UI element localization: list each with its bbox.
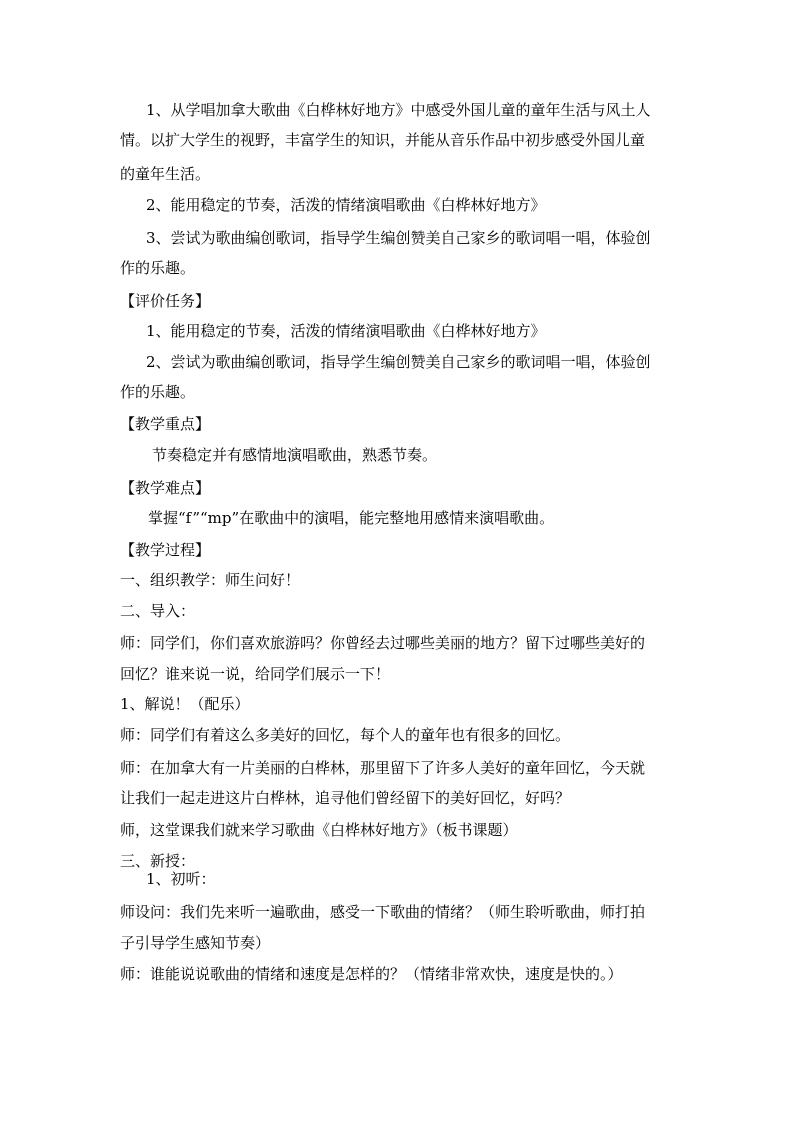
section-heading-evaluation: 【评价任务】 [120, 292, 211, 310]
teacher-question-line-1: 师：同学们，你们喜欢旅游吗？你曾经去过哪些美丽的地方？留下过哪些美好的 [120, 634, 646, 652]
difficulties-text: 掌握“f”“mp”在歌曲中的演唱，能完整地用感情来演唱歌曲。 [148, 509, 555, 527]
step-new-teaching: 三、新授： [120, 852, 196, 870]
teacher-prompt-line-1: 师设问：我们先来听一遍歌曲，感受一下歌曲的情绪？（师生聆听歌曲，师打拍 [120, 903, 646, 921]
first-listening: 1、初听： [146, 870, 216, 888]
teacher-canada-line-1: 师：在加拿大有一片美丽的白桦林，那里留下了许多人美好的童年回忆，今天就 [120, 759, 646, 777]
teacher-mood-question: 师：谁能说说歌曲的情绪和速度是怎样的？（情绪非常欢快，速度是快的。） [120, 965, 623, 983]
evaluation-2-line-2: 作的乐趣。 [120, 383, 196, 401]
section-heading-difficulties: 【教学难点】 [120, 479, 211, 497]
objective-2: 2、能用稳定的节奏，活泼的情绪演唱歌曲《白桦林好地方》 [146, 196, 546, 214]
objective-1-line-1: 1、从学唱加拿大歌曲《白桦林好地方》中感受外国儿童的童年生活与风土人 [146, 101, 651, 119]
teacher-prompt-line-2: 子引导学生感知节奏） [120, 934, 271, 952]
teacher-memories: 师：同学们有着这么多美好的回忆，每个人的童年也有很多的回忆。 [120, 726, 571, 744]
narration-step: 1、解说！（配乐） [120, 695, 250, 713]
objective-3-line-2: 作的乐趣。 [120, 259, 196, 277]
step-intro: 二、导入： [120, 602, 196, 620]
teacher-question-line-2: 回忆？谁来说一说，给同学们展示一下！ [120, 665, 391, 683]
objective-3-line-1: 3、尝试为歌曲编创歌词，指导学生编创赞美自己家乡的歌词唱一唱，体验创 [146, 229, 651, 247]
evaluation-1: 1、能用稳定的节奏，活泼的情绪演唱歌曲《白桦林好地方》 [146, 322, 546, 340]
objective-1-line-3: 的童年生活。 [120, 165, 211, 183]
section-heading-process: 【教学过程】 [120, 541, 211, 559]
teacher-lesson-topic: 师，这堂课我们就来学习歌曲《白桦林好地方》（板书课题） [120, 821, 518, 839]
objective-1-line-2: 情。以扩大学生的视野，丰富学生的知识，并能从音乐作品中初步感受外国儿童 [120, 131, 646, 149]
step-organize: 一、组织教学：师生问好！ [120, 571, 301, 589]
teacher-canada-line-2: 让我们一起走进这片白桦林，追寻他们曾经留下的美好回忆，好吗？ [120, 789, 571, 807]
key-points-text: 节奏稳定并有感情地演唱歌曲，熟悉节奏。 [152, 446, 438, 464]
evaluation-2-line-1: 2、尝试为歌曲编创歌词，指导学生编创赞美自己家乡的歌词唱一唱，体验创 [146, 353, 651, 371]
section-heading-key-points: 【教学重点】 [120, 415, 211, 433]
